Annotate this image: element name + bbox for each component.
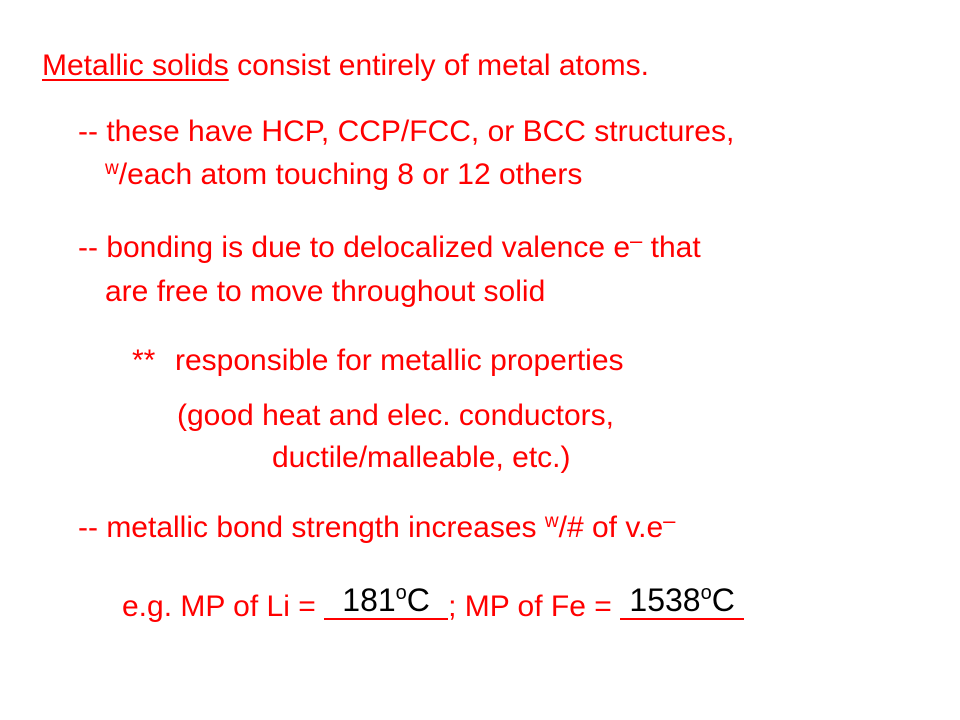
li-answer-degree: o	[395, 582, 407, 604]
point2-line1-pre: -- bonding is due to delocalized valence e	[78, 231, 631, 264]
point2-minus: –	[630, 228, 643, 253]
point2-line2: are free to move throughout solid	[105, 275, 546, 308]
fe-answer-unit: C	[711, 582, 735, 618]
fe-answer-value: 1538	[629, 582, 701, 618]
point1-line2	[105, 157, 582, 193]
point3-minus: –	[663, 508, 676, 533]
example-separator: ;	[448, 590, 457, 623]
example-line	[122, 582, 744, 625]
heading-rest: consist entirely of metal atoms.	[237, 49, 649, 82]
example-li-label: e.g. MP of Li =	[122, 590, 316, 623]
note-line1: responsible for metallic properties	[175, 344, 624, 377]
note-line2: (good heat and elec. conductors,	[177, 399, 614, 432]
point3-post: /# of v.e	[558, 511, 664, 544]
point2-line1	[78, 230, 701, 266]
note-stars: **	[132, 344, 156, 377]
point2-line1-post: that	[650, 231, 701, 264]
point1-sup: w	[105, 158, 119, 179]
note-line3: ductile/malleable, etc.)	[272, 441, 571, 474]
point1-line1: -- these have HCP, CCP/FCC, or BCC structures,	[78, 115, 735, 148]
fe-answer	[620, 584, 744, 616]
point3-line	[78, 510, 675, 546]
example-fe-label: MP of Fe =	[464, 590, 612, 623]
li-answer-value: 181	[342, 582, 396, 618]
li-answer-unit: C	[406, 582, 430, 618]
point3-pre: -- metallic bond strength increases	[78, 511, 537, 544]
fe-answer-blank	[620, 582, 744, 620]
heading-term: Metallic solids	[42, 49, 229, 82]
point1-line2-text: /each atom touching 8 or 12 others	[118, 158, 583, 191]
fe-answer-degree: o	[700, 582, 712, 604]
li-answer	[324, 584, 448, 616]
li-answer-blank	[324, 582, 448, 620]
point3-sup: w	[544, 511, 559, 532]
heading-line	[42, 48, 649, 84]
